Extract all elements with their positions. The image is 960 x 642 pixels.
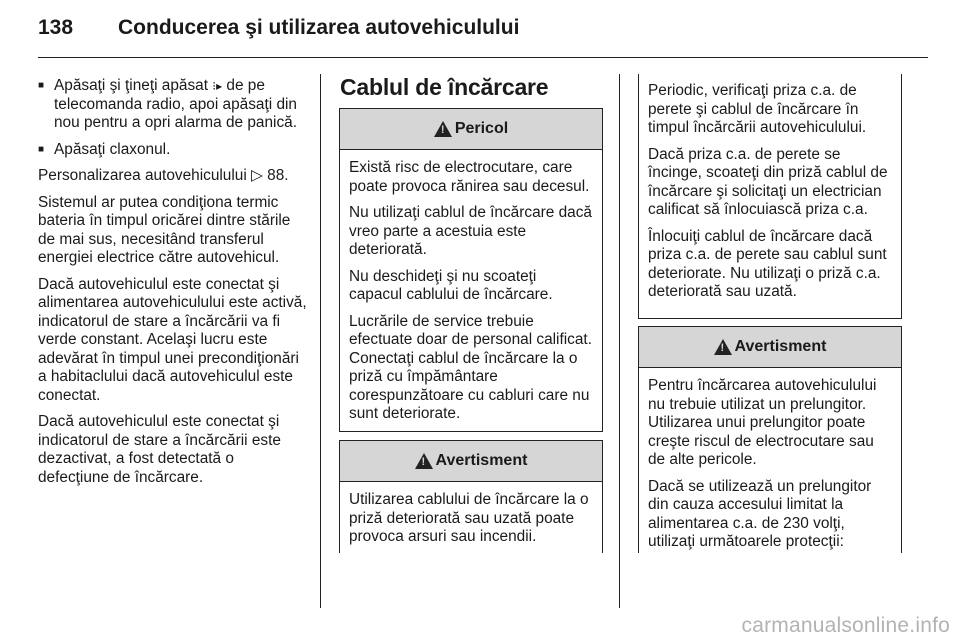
danger-box-header: ! Pericol xyxy=(340,109,602,150)
warning-triangle-icon xyxy=(415,453,433,469)
paragraph: Dacă autovehiculul este conectat şi indicatorul de stare a încărcării este dezactivat, a fost detectată o defecţiune de încărcare. xyxy=(38,413,281,486)
page-reference-icon: ▷ xyxy=(251,167,263,184)
warning-box-body: Utilizarea cablului de încărcare la o priză deteriorată sau uzată poate provoca arsuri sau incendii. xyxy=(349,491,589,545)
warning-box-header: ! Avertisment xyxy=(340,441,602,482)
warning-box-header: ! Avertisment xyxy=(639,327,901,368)
panic-button-icon: ⁝▸ xyxy=(212,79,223,93)
continued-box xyxy=(638,74,902,319)
column-divider-right xyxy=(619,74,620,608)
chapter-title: Conducerea şi utilizarea autovehiculului xyxy=(118,16,520,39)
warning-triangle-icon xyxy=(714,339,732,355)
bullet-icon: ■ xyxy=(38,80,45,91)
warning-triangle-icon xyxy=(434,121,452,137)
watermark: carmanualsonline.info xyxy=(741,614,950,637)
bullet-item: ■ Apăsaţi şi ţineţi apăsat ⁝▸ de pe telecomanda radio, apoi apăsaţi din nou pentru a opri alarma de panică. xyxy=(38,77,297,131)
page-number: 138 xyxy=(38,16,74,39)
cross-reference[interactable]: Personalizarea autovehiculului ▷ 88. xyxy=(38,167,289,184)
column-1 xyxy=(38,77,308,495)
danger-box xyxy=(339,108,603,432)
continued-box-body: Periodic, verificaţi priza c.a. de perete şi cablul de încărcare în timpul încărcării autovehiculului. Dacă priza c.a. de perete se încinge, scoateţi din priză cablul de încărcare şi solicitaţi un electrician calificat să înlocuiască priza c.a. Înlocuiţi cablul de încărcare dacă priza c.a. de perete sau cablul sunt deteriorate. Nu utilizaţi o priză c.a. deteriorată sau uzată. xyxy=(648,82,888,300)
paragraph: Sistemul ar putea condiţiona termic bateria în timpul oricărei dintre stările de mai sus, necesitând transferul energiei electrice către autovehicul. xyxy=(38,193,291,266)
section-heading: Cablul de încărcare xyxy=(340,74,549,100)
warning-box xyxy=(339,440,603,553)
warning-box xyxy=(638,326,902,553)
page-header xyxy=(0,0,960,58)
bullet-item: ■ Apăsaţi claxonul. xyxy=(38,140,171,158)
column-divider-left xyxy=(320,74,321,608)
paragraph: Dacă autovehiculul este conectat şi alimentarea autovehiculului este activă, indicatorul de stare a încărcării va fi verde constant. Acelaşi lucru este adevărat în timpul unei precondiţionări a habitaclului dacă autovehiculul este conectat. xyxy=(38,275,307,404)
header-rule xyxy=(38,57,928,58)
bullet-icon: ■ xyxy=(38,143,45,155)
danger-box-body: Există risc de electrocutare, care poate provoca rănirea sau decesul. Nu utilizaţi cablul de încărcare dacă vreo parte a acestuia este deteriorată. Nu deschideţi şi nu scoateţi capacul cablului de încărcare. Lucrările de service trebuie efectuate doar de personal calificat. Conectaţi cablul de încărcare la o priză cu împământare corespunzătoare cu cabluri care nu sunt deteriorate. xyxy=(349,159,592,422)
warning-box-body: Pentru încărcarea autovehiculului nu trebuie utilizat un prelungitor. Utilizarea unui prelungitor poate creşte riscul de electrocutare sau de alte pericole. Dacă se utilizează un prelungitor din cauza accesului limitat la alimentarea c.a. de 230 volţi, utilizaţi următoarele protecţii: xyxy=(648,377,877,550)
